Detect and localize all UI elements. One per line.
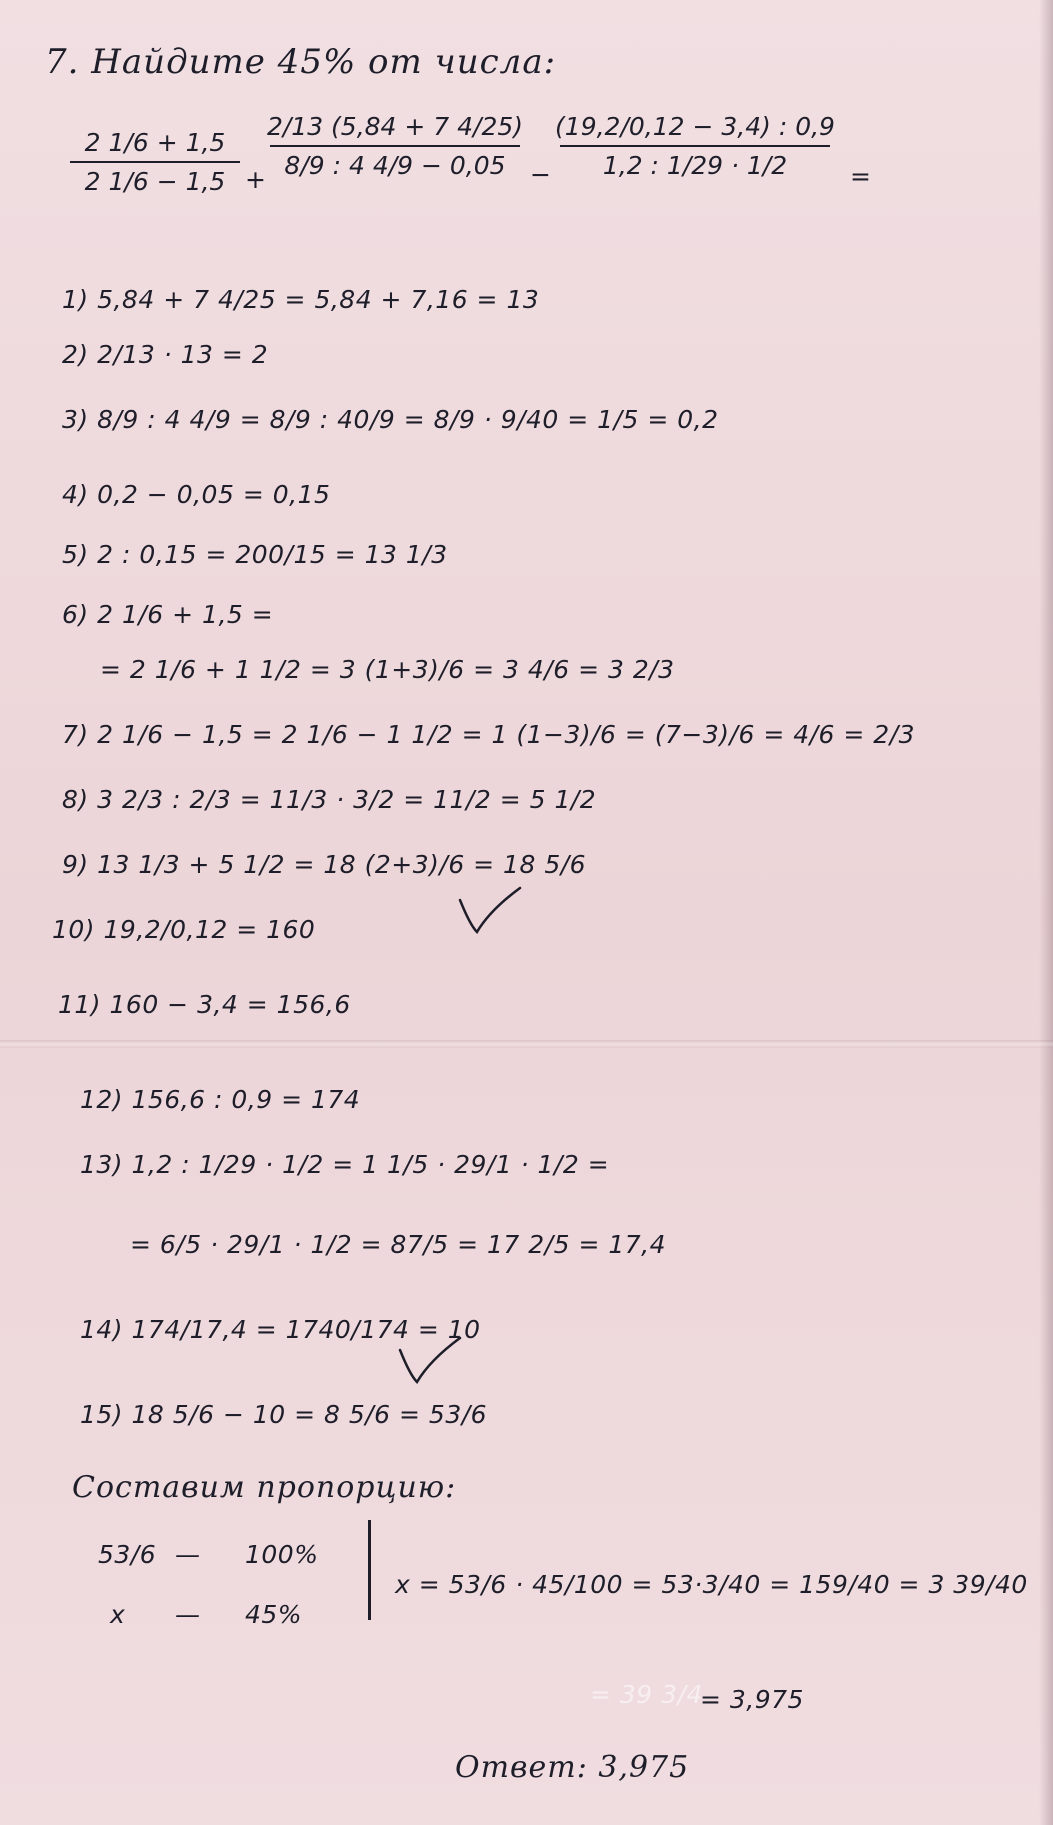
step-5: 5) 2 : 0,15 = 200/15 = 13 1/3 — [62, 540, 448, 569]
page-fold — [0, 1040, 1053, 1048]
term3-fraction — [555, 112, 835, 180]
term2-numerator: 2/13 (5,84 + 7 4/25) — [266, 112, 524, 141]
plus-operator: + — [245, 165, 267, 194]
proportion-row2-dash: — — [175, 1600, 201, 1629]
step-14: 14) 174/17,4 = 1740/174 = 10 — [80, 1315, 481, 1344]
term2-denominator: 8/9 : 4 4/9 − 0,05 — [284, 151, 506, 180]
step-6-continued: = 2 1/6 + 1 1/2 = 3 (1+3)/6 = 3 4/6 = 3 2/3 — [100, 655, 675, 684]
term1-denominator: 2 1/6 − 1,5 — [84, 167, 226, 196]
step-12: 12) 156,6 : 0,9 = 174 — [80, 1085, 361, 1114]
proportion-row2-right: 45% — [245, 1600, 303, 1629]
faint-erased-text: = 39 3/4 — [590, 1680, 703, 1709]
proportion-title: Составим пропорцию: — [72, 1470, 457, 1505]
step-3: 3) 8/9 : 4 4/9 = 8/9 : 40/9 = 8/9 · 9/40 = 1/5 = 0,2 — [62, 405, 719, 434]
decimal-result: = 3,975 — [700, 1685, 804, 1714]
proportion-row1-right: 100% — [245, 1540, 319, 1569]
step-6: 6) 2 1/6 + 1,5 = — [62, 600, 274, 629]
equals-sign: = — [850, 162, 872, 191]
step-11: 11) 160 − 3,4 = 156,6 — [58, 990, 351, 1019]
step-9: 9) 13 1/3 + 5 1/2 = 18 (2+3)/6 = 18 5/6 — [62, 850, 587, 879]
page-edge-shadow — [1039, 0, 1053, 1825]
step-2: 2) 2/13 · 13 = 2 — [62, 340, 269, 369]
step-13: 13) 1,2 : 1/29 · 1/2 = 1 1/5 · 29/1 · 1/2 = — [80, 1150, 610, 1179]
minus-operator: − — [530, 160, 552, 189]
term1-numerator: 2 1/6 + 1,5 — [84, 128, 226, 157]
checkmark-1-icon — [455, 880, 525, 940]
step-15: 15) 18 5/6 − 10 = 8 5/6 = 53/6 — [80, 1400, 488, 1429]
term3-denominator: 1,2 : 1/29 · 1/2 — [602, 151, 788, 180]
proportion-row1-left: 53/6 — [98, 1540, 157, 1569]
proportion-divider — [368, 1520, 371, 1620]
step-1: 1) 5,84 + 7 4/25 = 5,84 + 7,16 = 13 — [62, 285, 540, 314]
proportion-row2-left: x — [110, 1600, 126, 1629]
term2-fraction — [266, 112, 524, 180]
step-8: 8) 3 2/3 : 2/3 = 11/3 · 3/2 = 11/2 = 5 1/2 — [62, 785, 597, 814]
step-13-continued: = 6/5 · 29/1 · 1/2 = 87/5 = 17 2/5 = 17,4 — [130, 1230, 667, 1259]
step-4: 4) 0,2 − 0,05 = 0,15 — [62, 480, 331, 509]
step-10: 10) 19,2/0,12 = 160 — [52, 915, 316, 944]
term1-fraction — [70, 128, 240, 196]
term3-numerator: (19,2/0,12 − 3,4) : 0,9 — [555, 112, 835, 141]
proportion-solution: x = 53/6 · 45/100 = 53·3/40 = 159/40 = 3 39/40 — [395, 1570, 1028, 1599]
final-answer: Ответ: 3,975 — [455, 1750, 690, 1785]
proportion-row1-dash: — — [175, 1540, 201, 1569]
step-7: 7) 2 1/6 − 1,5 = 2 1/6 − 1 1/2 = 1 (1−3)/6 = (7−3)/6 = 4/6 = 2/3 — [62, 720, 916, 749]
checkmark-2-icon — [395, 1330, 465, 1390]
task-header: 7. Найдите 45% от числа: — [45, 42, 557, 82]
